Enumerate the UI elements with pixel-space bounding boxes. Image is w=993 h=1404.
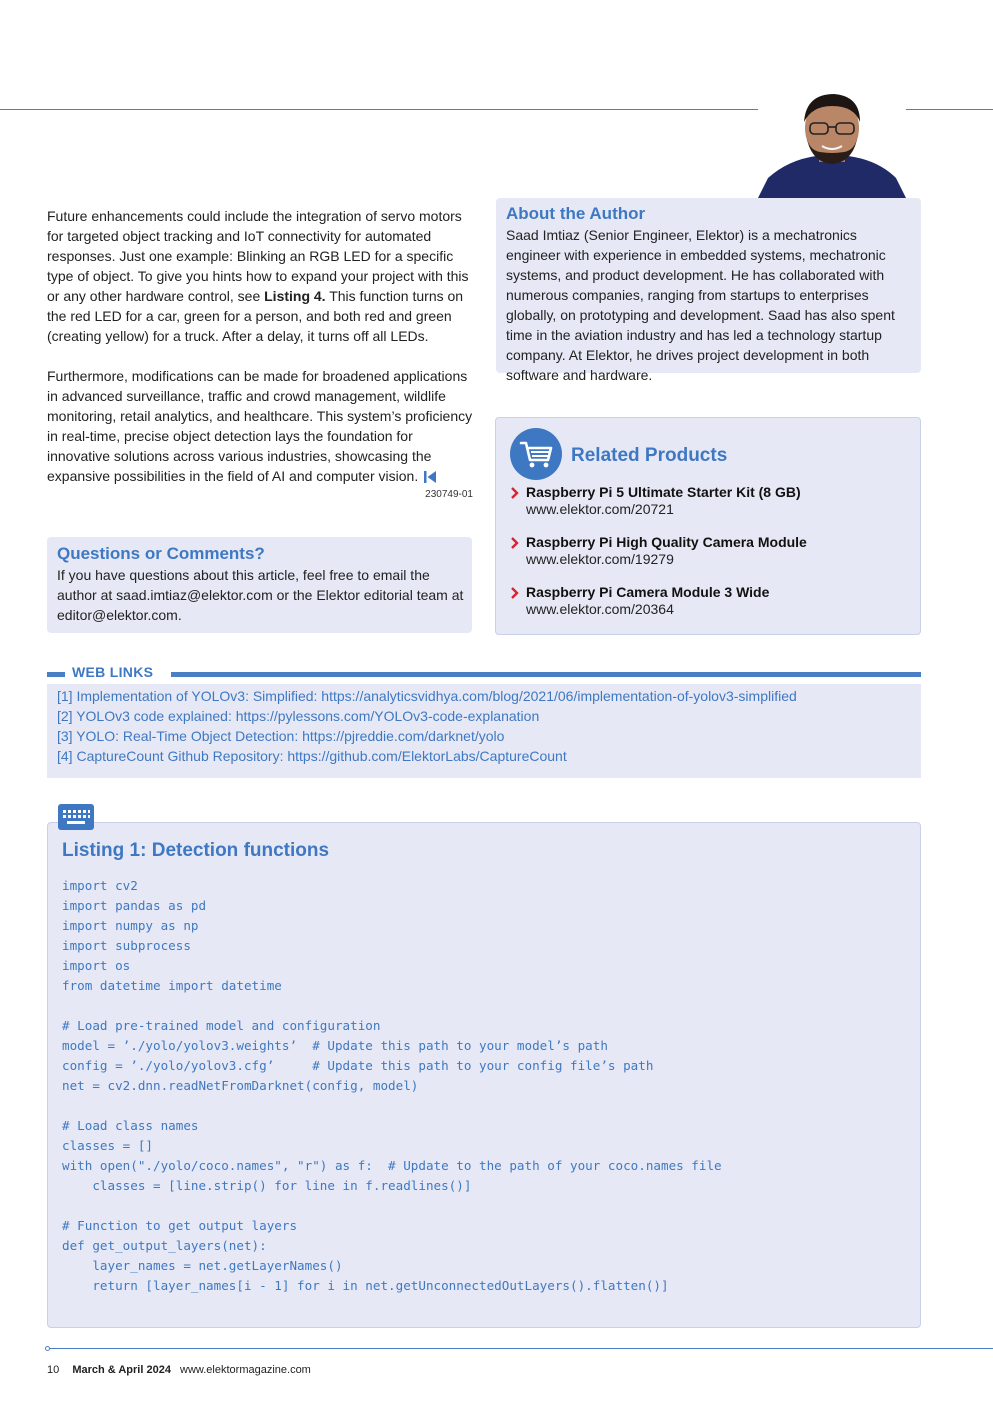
- website-url[interactable]: www.elektormagazine.com: [180, 1364, 311, 1376]
- web-links-title: WEB LINKS: [72, 664, 154, 680]
- related-products-box: [495, 417, 921, 635]
- issue-date: March & April 2024: [72, 1364, 171, 1376]
- end-of-article-icon: [424, 468, 436, 488]
- article-body: [47, 206, 473, 508]
- product-name: Raspberry Pi Camera Module 3 Wide: [526, 584, 770, 600]
- listing-reference: Listing 4.: [264, 288, 326, 304]
- chevron-right-icon: [510, 486, 520, 500]
- questions-box: [47, 537, 472, 633]
- web-links-header: [47, 664, 921, 684]
- related-products-title: Related Products: [571, 445, 728, 466]
- page-number: 10: [47, 1364, 60, 1376]
- product-link[interactable]: www.elektor.com/20364: [526, 601, 674, 617]
- product-link[interactable]: www.elektor.com/20721: [526, 501, 674, 517]
- body-paragraph: Furthermore, modifications can be made for broadened applications in advanced surveillance, traffic and crowd management, wildlife monitoring, retail analytics, and healthcare. This system’s proficiency in real-time, precise object detection lays the foundation for innovative solutions across various industries, showcasing the expansive possibilities in the field of AI and computer vision.: [47, 366, 473, 488]
- chevron-right-icon: [510, 586, 520, 600]
- page-footer: [47, 1364, 311, 1376]
- chevron-right-icon: [510, 536, 520, 550]
- listing-title: Listing 1: Detection functions: [62, 840, 330, 861]
- bottom-rule: [47, 1348, 993, 1349]
- code-block: import cv2 import pandas as pd import numpy as np import subprocess import os from datetime import datetime # Load pre-trained model and configuration model = ’./yolo/yolov3.weights’ # Update this path to your model’s path config = ’./yolo/yolov3.cfg’ # Update this path to your config file’s path net = cv2.dnn.readNetFromDarknet(config, model) # Load class names classes = [] with open("./yolo/coco.names", "r") as f: # Update to the path of your coco.names file classes = [line.strip() for line in f.readlines()] # Function to get output layers def get_output_layers(net): layer_names = net.getLayerNames() return [layer_names[i - 1] for i in net.getUnconnectedOutLayers().flatten()]: [62, 878, 722, 1293]
- keyboard-icon: [58, 804, 94, 830]
- web-link[interactable]: [4] CaptureCount Github Repository: https://github.com/ElektorLabs/CaptureCount: [57, 748, 567, 764]
- product-name: Raspberry Pi 5 Ultimate Starter Kit (8 GB): [526, 484, 801, 500]
- questions-title: Questions or Comments?: [57, 544, 265, 563]
- about-author-box: [496, 198, 921, 383]
- web-links-box: [47, 684, 921, 778]
- web-link[interactable]: [2] YOLOv3 code explained: https://pylessons.com/YOLOv3-code-explanation: [57, 708, 540, 724]
- web-links-bar: [171, 672, 921, 677]
- web-link[interactable]: [3] YOLO: Real-Time Object Detection: https://pjreddie.com/darknet/yolo: [57, 728, 505, 744]
- about-author-title: About the Author: [506, 204, 646, 223]
- web-links-bar: [47, 672, 65, 677]
- web-links-list: [57, 686, 797, 766]
- shopping-cart-icon: [510, 428, 562, 480]
- listing-box: [47, 822, 921, 1328]
- questions-text: If you have questions about this article, feel free to email the author at saad.imtiaz@elektor.com or the Elektor editorial team at editor@elektor.com.: [57, 567, 464, 623]
- rule-endpoint: [45, 1346, 50, 1351]
- author-photo: [758, 92, 906, 198]
- web-link[interactable]: [1] Implementation of YOLOv3: Simplified: https://analyticsvidhya.com/blog/2021/06/implementation-of-yolov3-simplified: [57, 688, 797, 704]
- product-link[interactable]: www.elektor.com/19279: [526, 551, 674, 567]
- product-name: Raspberry Pi High Quality Camera Module: [526, 534, 807, 550]
- article-reference-number: 230749-01: [425, 489, 473, 500]
- body-paragraph: Future enhancements could include the integration of servo motors for targeted object tracking and IoT connectivity for automated responses. Just one example: Blinking an RGB LED for a specific type of object. To give you hints how to expand your project with this or any other hardware control, see Listing 4. This function turns on the red LED for a car, green for a person, and both red and green (creating yellow) for a truck. After a delay, it turns off all LEDs.: [47, 208, 469, 344]
- about-author-text: Saad Imtiaz (Senior Engineer, Elektor) is a mechatronics engineer with experience in embedded systems, mechatronic systems, and product development. He has collaborated with numerous companies, ranging from startups to enterprises globally, on prototyping and development. Saad has also spent time in the aviation industry and has led a technology startup company. At Elektor, he drives project development in both software and hardware.: [506, 227, 895, 383]
